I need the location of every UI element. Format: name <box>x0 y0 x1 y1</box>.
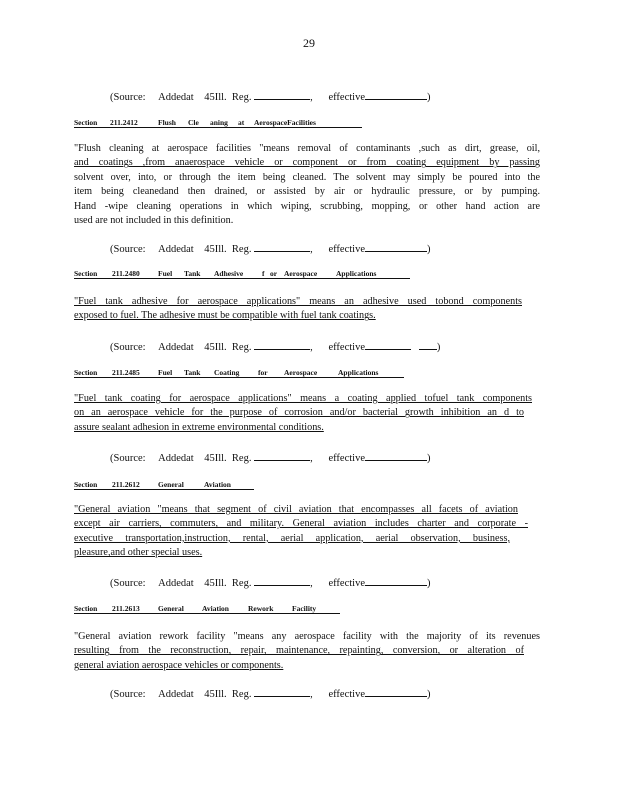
heading-word: Applications <box>338 368 379 377</box>
definition-line: used are not included in this definition. <box>74 215 234 227</box>
source-label: (Source: <box>110 92 146 103</box>
definition-line: item being cleanedand then drained, or assisted by air or hydraulic pressure, or by pumping. <box>74 186 540 198</box>
source-ill: 45Ill. <box>204 244 227 255</box>
heading-word: Section <box>74 118 98 127</box>
source-blank <box>365 574 427 586</box>
source-line <box>110 685 431 700</box>
definition <box>74 392 540 435</box>
source-label: (Source: <box>110 453 146 464</box>
heading-word: at <box>238 118 245 127</box>
source-blank <box>365 240 427 252</box>
section-heading <box>74 118 362 128</box>
definition-line: "General aviation "means that segment of civil aviation that encompasses all facets of aviation <box>74 504 518 515</box>
source-effective: effective <box>328 244 365 255</box>
source-effective: effective <box>328 342 365 353</box>
source-effective: effective <box>328 578 365 589</box>
heading-word: Aerospace <box>284 269 318 278</box>
source-label: (Source: <box>110 342 146 353</box>
heading-word: 211.2412 <box>110 118 138 127</box>
definition-line: resulting from the reconstruction, repair, maintenance, repainting, conversion, or alteration of <box>74 645 524 657</box>
heading-word: AerospaceFacilities <box>254 118 316 127</box>
source-blank <box>254 338 310 350</box>
section-heading <box>74 604 340 614</box>
definition <box>74 630 540 673</box>
source-comma: , <box>310 244 313 255</box>
heading-word: Coating <box>214 368 240 377</box>
heading-word: General <box>158 604 184 613</box>
definition-line: on an aerospace vehicle for the purpose of corrosion and/or bacterial growth inhibition an d to <box>74 407 524 419</box>
source-ill: 45Ill. <box>204 453 227 464</box>
definition <box>74 142 540 228</box>
source-effective: effective <box>328 92 365 103</box>
source-line <box>110 449 431 464</box>
heading-word: Applications <box>336 269 377 278</box>
source-added: Addedat <box>158 244 194 255</box>
heading-word: Section <box>74 480 98 489</box>
page-number: 29 <box>303 36 315 50</box>
source-blank <box>254 685 310 697</box>
source-reg: Reg. <box>231 342 252 353</box>
definition-line: and coatings ,from anaerospace vehicle or component or from coating equipment by passing <box>74 157 540 169</box>
source-comma: , <box>310 689 313 700</box>
source-close: ) <box>427 92 431 103</box>
heading-word: or <box>270 269 278 278</box>
source-label: (Source: <box>110 244 146 255</box>
heading-word: Fuel <box>158 368 173 377</box>
source-label: (Source: <box>110 578 146 589</box>
source-blank <box>419 338 437 350</box>
heading-word: aning <box>210 118 228 127</box>
heading-word: for <box>258 368 268 377</box>
definition <box>74 503 540 561</box>
heading-word: Section <box>74 368 98 377</box>
heading-word: 211.2485 <box>112 368 140 377</box>
heading-word: Adhesive <box>214 269 244 278</box>
source-comma: , <box>310 92 313 103</box>
source-added: Addedat <box>158 578 194 589</box>
source-blank <box>254 240 310 252</box>
heading-word: 211.2612 <box>112 480 140 489</box>
definition-line: "Flush cleaning at aerospace facilities "means removal of contaminants ,such as dirt, grease, oil, <box>74 143 540 154</box>
section-heading <box>74 480 254 490</box>
source-blank <box>365 88 427 100</box>
source-close: ) <box>427 244 431 255</box>
source-effective: effective <box>328 689 365 700</box>
source-label: (Source: <box>110 689 146 700</box>
source-blank <box>254 88 310 100</box>
heading-word: Tank <box>184 368 201 377</box>
source-comma: , <box>310 578 313 589</box>
definition <box>74 295 540 324</box>
heading-word: Flush <box>158 118 176 127</box>
source-reg: Reg. <box>231 453 252 464</box>
definition-line: "Fuel tank adhesive for aerospace applications" means an adhesive used tobond components <box>74 296 522 307</box>
heading-word: Facility <box>292 604 317 613</box>
source-close: ) <box>427 578 431 589</box>
source-line <box>110 240 431 255</box>
definition-line: solvent over, into, or through the item being cleaned. The solvent may simply be poured into the <box>74 171 540 183</box>
source-ill: 45Ill. <box>204 578 227 589</box>
source-added: Addedat <box>158 689 194 700</box>
source-ill: 45Ill. <box>204 342 227 353</box>
definition-line: executive transportation,instruction, rental, aerial application, aerial observation, business, <box>74 532 510 544</box>
source-added: Addedat <box>158 92 194 103</box>
source-line <box>110 574 431 589</box>
source-ill: 45Ill. <box>204 92 227 103</box>
heading-word: General <box>158 480 184 489</box>
source-added: Addedat <box>158 453 194 464</box>
definition-line: "General aviation rework facility "means any aerospace facility with the majority of its revenues <box>74 631 540 642</box>
heading-word: Fuel <box>158 269 173 278</box>
source-line <box>110 88 431 103</box>
definition-line: general aviation aerospace vehicles or components. <box>74 659 284 671</box>
definition-line: "Fuel tank coating for aerospace applications" means a coating applied tofuel tank components <box>74 393 532 404</box>
heading-word: f <box>262 269 265 278</box>
source-added: Addedat <box>158 342 194 353</box>
source-blank <box>365 449 427 461</box>
source-blank <box>254 449 310 461</box>
heading-word: Section <box>74 604 98 613</box>
source-blank <box>365 685 427 697</box>
heading-word: 211.2480 <box>112 269 140 278</box>
heading-word: 211.2613 <box>112 604 140 613</box>
source-reg: Reg. <box>231 578 252 589</box>
definition-line: except air carriers, commuters, and military. General aviation includes charter and corporate - <box>74 518 528 530</box>
source-reg: Reg. <box>231 92 252 103</box>
source-line <box>110 338 440 353</box>
source-blank <box>365 338 411 350</box>
source-close: ) <box>436 342 441 353</box>
source-ill: 45Ill. <box>204 689 227 700</box>
source-close: ) <box>427 689 431 700</box>
section-heading <box>74 368 404 378</box>
definition-line: Hand -wipe cleaning operations in which wiping, scrubbing, mopping, or other hand action are <box>74 200 540 212</box>
source-comma: , <box>310 342 313 353</box>
source-reg: Reg. <box>231 689 252 700</box>
heading-word: Aviation <box>202 604 229 613</box>
heading-word: Section <box>74 269 98 278</box>
source-close: ) <box>427 453 431 464</box>
heading-word: Rework <box>248 604 274 613</box>
definition-line: pleasure,and other special uses. <box>74 547 203 559</box>
source-blank <box>254 574 310 586</box>
heading-word: Aviation <box>204 480 231 489</box>
source-comma: , <box>310 453 313 464</box>
heading-word: Cle <box>188 118 199 127</box>
definition-line: exposed to fuel. The adhesive must be compatible with fuel tank coatings. <box>74 310 376 322</box>
section-heading <box>74 269 410 279</box>
heading-word: Tank <box>184 269 201 278</box>
definition-line: assure sealant adhesion in extreme environmental conditions. <box>74 421 324 433</box>
source-reg: Reg. <box>231 244 252 255</box>
source-effective: effective <box>328 453 365 464</box>
heading-word: Aerospace <box>284 368 318 377</box>
